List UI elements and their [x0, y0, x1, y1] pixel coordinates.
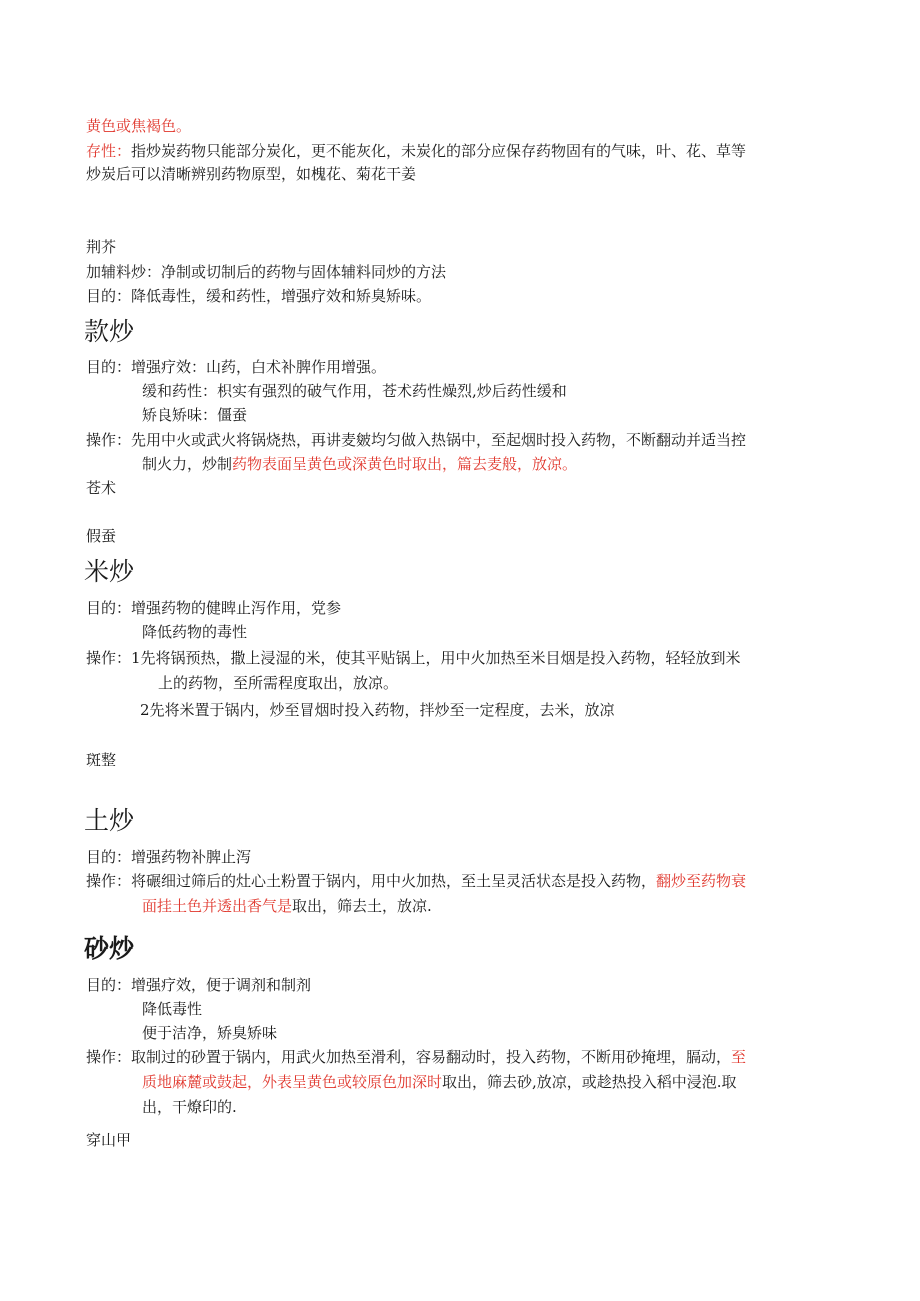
- term-text: 指炒炭药物只能部分炭化，更不能灰化，未炭化的部分应保存药物固有的气味，叶、花、草等: [131, 142, 747, 160]
- operation-text: 取出，筛去砂,放凉，或趁热投入稻中浸泡.取: [442, 1073, 737, 1091]
- herb-name: 假蚕: [86, 527, 117, 545]
- purpose-line: 目的：增强疗效，便于调剂和制剂: [86, 976, 312, 994]
- operation-line: [142, 454, 577, 474]
- text-line: 炒炭后可以清晰辨别药物原型，如槐花、菊花干姜: [86, 165, 417, 183]
- operation-line: 出，干燎印的.: [142, 1098, 237, 1116]
- operation-line: 上的药物，至所需程度取出，放凉。: [158, 674, 399, 692]
- purpose-line: 目的：降低毒性，缓和药性，增强疗效和矫臭矫味。: [86, 287, 432, 305]
- purpose-line: 目的：增强药物的健睥止泻作用，党参: [86, 599, 342, 617]
- operation-line: [86, 1047, 746, 1067]
- term-label: 存性：: [86, 142, 132, 160]
- operation-highlight: 面挂土色并透出香气是: [142, 897, 293, 915]
- purpose-line: 目的：增强疗效：山药，白术补脾作用增强。: [86, 358, 387, 376]
- operation-highlight: 药物表面呈黄色或深黄色时取出，篇去麦般，放凉。: [232, 455, 578, 473]
- operation-line: [142, 1072, 737, 1092]
- section-heading: 米炒: [84, 557, 135, 586]
- operation-text: 制火力，炒制: [142, 455, 233, 473]
- section-heading: 款炒: [84, 317, 135, 346]
- operation-line: [86, 871, 746, 891]
- operation-line: 2先将米置于锅内，炒至冒烟时投入药物，拌炒至一定程度，去米，放凉: [140, 701, 615, 719]
- herb-name: 穿山甲: [86, 1131, 132, 1149]
- purpose-line: 目的：增强药物补脾止泻: [86, 848, 252, 866]
- text-line: [86, 141, 746, 161]
- operation-text: 操作：将碾细过筛后的灶心土粉置于锅内，用中火加热，至土呈灵活状态是投入药物，: [86, 872, 657, 890]
- herb-name: 荆芥: [86, 238, 117, 256]
- operation-highlight: 至: [731, 1048, 747, 1066]
- operation-text: 操作：取制过的砂置于锅内，用武火加热至滑利，容易翻动时，投入药物，不断用砂掩埋，膈动，: [86, 1048, 732, 1066]
- operation-highlight: 翻炒至药物衰: [656, 872, 747, 890]
- operation-line: 操作：1先将锅预热，撒上浸湿的米，使其平贴锅上，用中火加热至米目烟是投入药物，轻轻放到米: [86, 649, 741, 667]
- text-line: 黄色或焦褐色。: [86, 117, 192, 135]
- purpose-line: 便于洁净，矫臭矫味: [142, 1024, 278, 1042]
- purpose-line: 降低毒性: [142, 1000, 203, 1018]
- purpose-line: 降低药物的毒性: [142, 623, 248, 641]
- herb-name: 苍术: [86, 479, 117, 497]
- operation-highlight: 质地麻麓或鼓起，外表呈黄色或较原色加深时: [142, 1073, 443, 1091]
- herb-name: 斑整: [86, 751, 117, 769]
- purpose-line: 缓和药性：枳实有强烈的破气作用，苍术药性燥烈,炒后药性缓和: [142, 382, 567, 400]
- section-heading: 砂炒: [84, 934, 135, 963]
- operation-line: [142, 896, 432, 916]
- definition-line: 加辅料炒：净制或切制后的药物与固体辅料同炒的方法: [86, 263, 447, 281]
- purpose-line: 矫良矫味：僵蚕: [142, 406, 248, 424]
- operation-text: 取出，筛去土，放凉.: [292, 897, 432, 915]
- operation-line: 操作：先用中火或武火将锅烧热，再讲麦皴均匀做入热锅中，至起烟时投入药物，不断翻动并适当控: [86, 431, 747, 449]
- section-heading: 土炒: [84, 806, 135, 835]
